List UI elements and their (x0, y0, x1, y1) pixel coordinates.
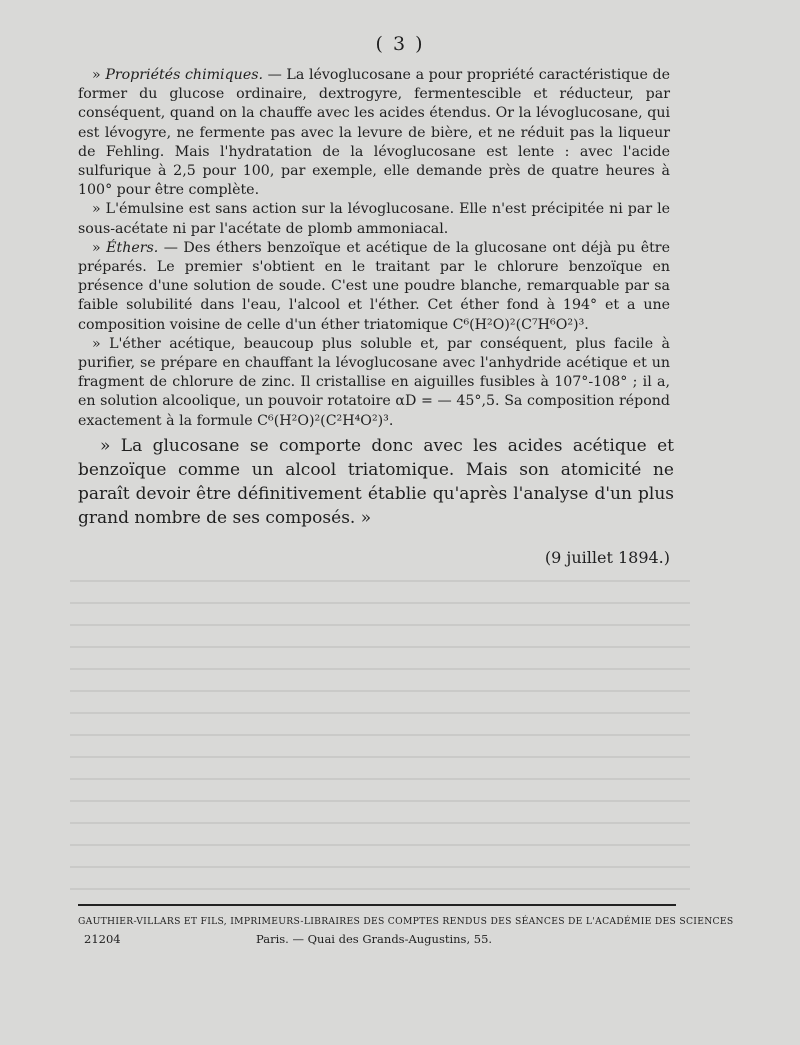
quote-mark: » (92, 239, 107, 256)
page-number: ( 3 ) (375, 33, 425, 55)
printer-location: Paris. — Quai des Grands-Augustins, 55. (256, 932, 493, 946)
show-through-texture (70, 580, 690, 900)
date-line: (9 juillet 1894.) (544, 548, 670, 567)
paragraph-ethers (78, 239, 670, 335)
paragraph-ether-acetique: » L'éther acétique, beaucoup plus soluble et, par conséquent, plus facile à purifier, se prépare en chauffant la lévoglucosane avec l'anhydride acétique et un fragment de chlorure de zinc. Il cristallise en aiguilles fusibles à 107°-108° ; il a, en solution alcoolique, un pouvoir rotatoire αD = — 45°,5. Sa composition répond exactement à la formule C⁶(H²O)²(C²H⁴O²)³. (78, 335, 670, 429)
paragraph-text: — La lévoglucosane a pour propriété caractéristique de former du glucose ordinaire, dextrogyre, fermentescible et réducteur, par conséquent, quand on la chauffe avec les acides étendus. Or la lévoglucosane, qui est lévogyre, ne fermente pas avec la levure de bière, et ne réduit pas la liqueur de Fehling. Mais l'hydratation de la lévoglucosane est lente : avec l'acide sulfurique à 2,5 pour 100, par exemple, elle demande près de quatre heures à 100° pour être complète. (78, 67, 670, 199)
section-heading-ethers: Éthers. (106, 239, 159, 256)
paragraph-text: — Des éthers benzoïque et acétique de la glucosane ont déjà pu être préparés. Le premier s'obtient en le traitant par le chlorure benzoïque en présence d'une solution de soude. C'est une poudre blanche, remarquable par sa faible solubilité dans l'eau, l'alcool et l'éther. Cet éther fond à 194° et a une composition voisine de celle d'un éther triatomique C⁶(H²O)²(C⁷H⁶O²)³. (78, 239, 670, 333)
section-heading-proprietes: Propriétés chimiques. (105, 67, 263, 83)
main-text-small (78, 66, 670, 431)
paragraph-proprietes (78, 66, 670, 200)
main-text-large (78, 434, 674, 530)
paragraph-emulsine: » L'émulsine est sans action sur la lévoglucosane. Elle n'est précipitée ni par le sous-acétate ni par l'acétate de plomb ammoniacal. (78, 201, 670, 237)
paragraph-conclusion: » La glucosane se comporte donc avec les acides acétique et benzoïque comme un alcool triatomique. Mais son atomicité ne paraît devoir être définitivement établie qu'après l'analyse d'un plus grand nombre de ses composés. » (78, 436, 674, 528)
quote-mark: » (92, 67, 106, 83)
footer-rule (78, 904, 676, 906)
printer-imprint: GAUTHIER-VILLARS ET FILS, IMPRIMEURS-LIBRAIRES DES COMPTES RENDUS DES SÉANCES DE L'ACADÉMIE DES SCIENCES (78, 916, 734, 927)
print-job-number: 21204 (84, 932, 121, 946)
